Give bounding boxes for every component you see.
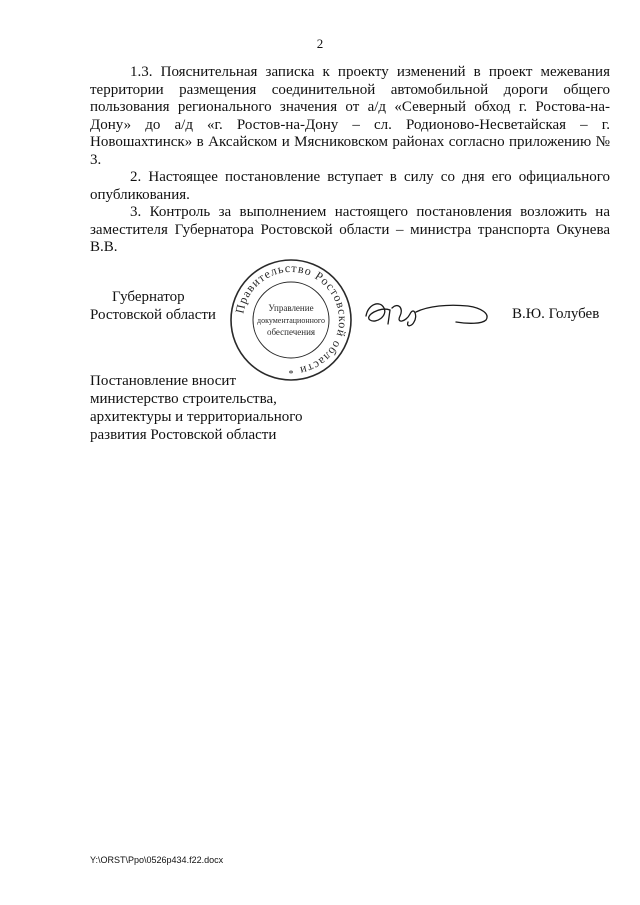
stamp-inner-line2: документационного	[257, 316, 325, 325]
handwritten-signature	[358, 294, 498, 334]
stamp-ring-text: Правительство Ростовской области	[232, 260, 351, 379]
submitter-line2: министерство строительства,	[90, 391, 277, 407]
official-stamp	[226, 255, 356, 385]
paragraph-3: 3. Контроль за выполнением настоящего постановления возложить на заместителя Губернатора Ростовской области – министра транспорта Окунева В.В.	[90, 204, 610, 255]
submitter-line3: архитектуры и территориального	[90, 409, 303, 425]
governor-title-line2: Ростовской области	[90, 307, 216, 323]
paragraph-2: 2. Настоящее постановление вступает в силу со дня его официального опубликования.	[90, 169, 610, 203]
file-path-footer: Y:\ORST\Ppo\0526p434.f22.docx	[90, 855, 224, 865]
page-number: 2	[316, 36, 324, 51]
stamp-inner-line1: Управление	[268, 303, 314, 313]
body-text	[90, 64, 610, 257]
submitter-line1: Постановление вносит	[90, 373, 237, 389]
paragraph-1-3: 1.3. Пояснительная записка к проекту изменений в проект межевания территории размещения соединительной автомобильной дороги общего пользования регионального значения от а/д «Северный обход г. Ростова-на-Дону» до а/д «г. Ростов-на-Дону – сл. Родионово-Несветайская – г. Новошахтинск» в Аксайском и Мясниковском районах согласно приложению № 3.	[90, 64, 610, 168]
stamp-inner-line3: обеспечения	[266, 327, 316, 337]
governor-title-line1: Губернатор	[112, 289, 185, 305]
submitter-block	[90, 372, 303, 444]
governor-name: В.Ю. Голубев	[512, 306, 600, 322]
stamp-star: *	[288, 369, 294, 380]
submitter-line4: развития Ростовской области	[90, 427, 277, 443]
governor-title	[90, 288, 216, 324]
